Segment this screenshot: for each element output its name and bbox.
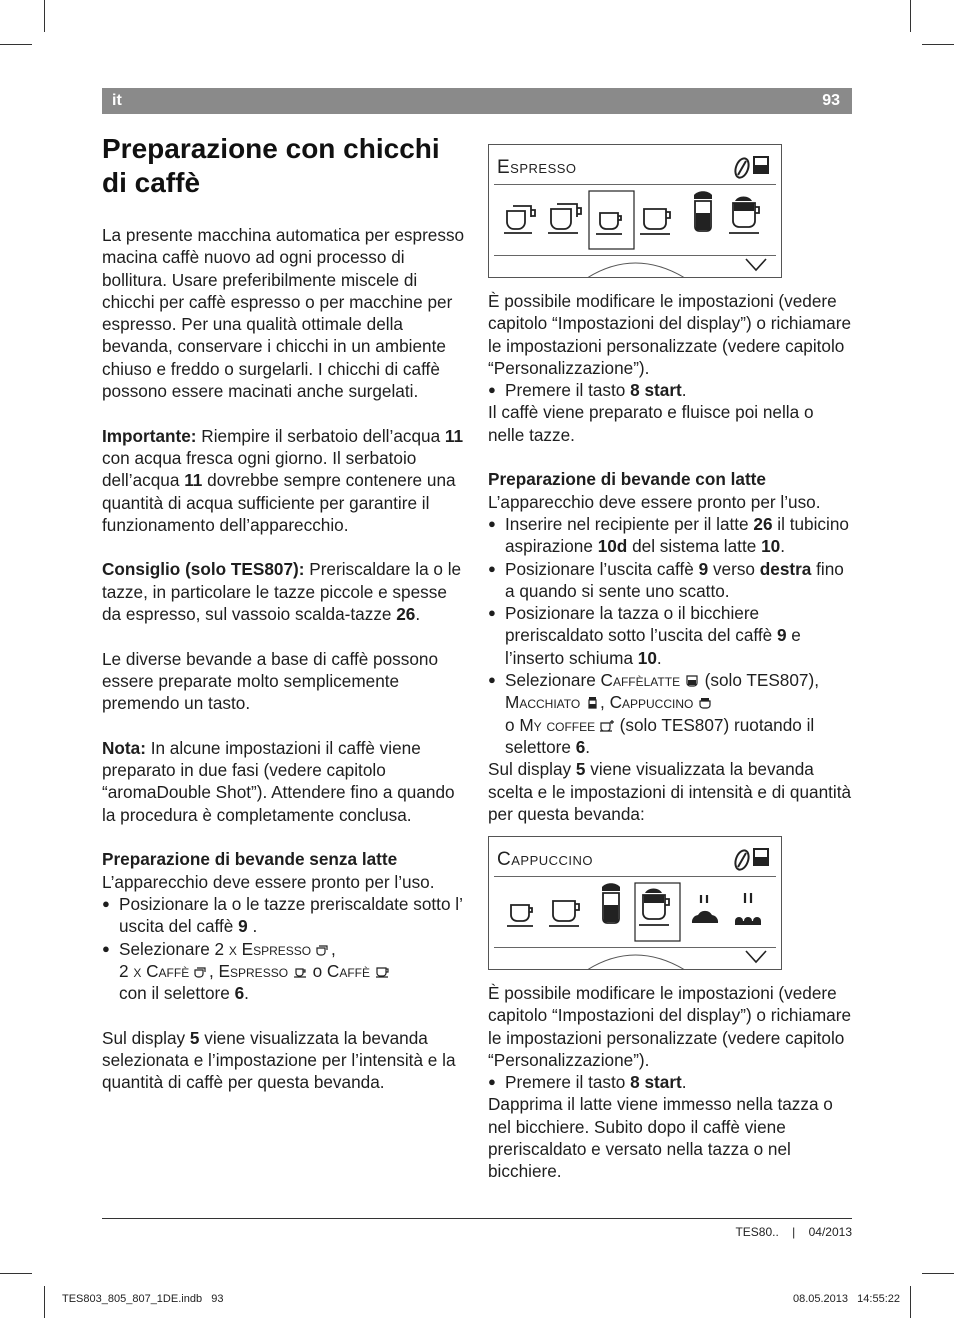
cappuccino-cup-icon — [729, 197, 759, 234]
espresso-cup-icon — [507, 905, 533, 926]
crop-mark — [0, 44, 32, 45]
press-start-list — [488, 1071, 853, 1093]
list-item: ● Inserire nel recipiente per il latte 26 il tubicino aspirazione 10d del sistema latte 10. — [488, 513, 853, 558]
footer-separator: | — [792, 1225, 796, 1239]
macchiato-glass-icon — [694, 191, 712, 231]
beverage-icons-row — [489, 881, 781, 943]
tip-label: Consiglio (solo TES807): — [102, 559, 305, 580]
cappuccino-icon — [698, 697, 713, 709]
important-paragraph: Importante: Riempire il serbatoio dell’acqua 11 con acqua fresca ogni giorno. Il serbatoio dell’acqua 11 dovrebbe sempre contenere una quantità di acqua sufficiente per garantire il funzionamento dell’apparecchio. — [102, 425, 464, 535]
cappuccino-cup-icon — [639, 889, 669, 926]
display-title: Espresso — [497, 157, 577, 178]
my-coffee-icon — [600, 720, 615, 732]
footer-model: TES80.. — [735, 1225, 779, 1239]
footer-date: 04/2013 — [808, 1225, 852, 1239]
right-column-bottom — [488, 982, 853, 1183]
modify-settings-paragraph: È possibile modificare le impostazioni (vedere capitolo “Impostazioni del display”) o richiamare le impostazioni personalizzate (vedere capitolo “Personalizzazione”). — [488, 983, 852, 1070]
tip-paragraph: Consiglio (solo TES807): Preriscaldare la o le tazze, in particolare le tazze piccole e spesse da espresso, sul vassoio scalda-tazze 26. — [102, 559, 462, 625]
imprint-datetime: 08.05.2013 14:55:22 — [792, 1293, 900, 1305]
display-cappuccino — [488, 836, 782, 970]
double-cup-icon — [316, 944, 331, 956]
macchiato-glass-icon — [602, 883, 620, 923]
double-coffee-icon — [548, 204, 581, 233]
note-label: Nota: — [102, 737, 146, 758]
footer-divider — [102, 1218, 852, 1219]
section-heading-milk: Preparazione di bevande con latte — [488, 469, 766, 490]
mild-aroma-icon — [735, 893, 761, 925]
double-espresso-icon — [504, 206, 535, 233]
crop-mark — [0, 1273, 32, 1274]
modify-settings-paragraph: È possibile modificare le impostazioni (vedere capitolo “Impostazioni del display”) o richiamare le impostazioni personalizzate (vedere capitolo “Personalizzazione”). — [488, 291, 852, 378]
display-divider — [494, 184, 776, 185]
page-number: 93 — [822, 92, 840, 109]
coffee-cup-icon — [640, 209, 670, 234]
crop-mark — [910, 1286, 911, 1318]
beverage-icons-row — [489, 189, 781, 251]
crop-mark — [922, 44, 954, 45]
espresso-cup-icon — [596, 213, 622, 234]
coffee-cup-icon — [549, 901, 579, 926]
double-cup-icon — [194, 966, 209, 978]
note-paragraph: Nota: In alcune impostazioni il caffè viene preparato in due fasi (vedere capitolo “aromaDouble Shot”). Attendere fino a quando la procedura è completamente conclusa. — [102, 737, 455, 825]
crop-mark — [44, 1286, 45, 1318]
right-column-top — [488, 290, 853, 825]
list-item: ● Selezionare Caffèlatte (solo TES807), Macchiato , Cappuccino o My coffee (solo TES807) ruotando il selettore 6. — [488, 669, 853, 758]
intro-paragraph: La presente macchina automatica per espresso macina caffè nuovo ad ogni processo di bollitura. Usare preferibilmente miscele di chicchi per caffè espresso o per macchine per espresso. Per una qualità ottimale della bevanda, conservare i chicchi in un ambiente chiuso e freddo o surgelarli. I chicchi di caffè possono essere macinati anche surgelati. — [102, 225, 465, 402]
list-item: ● Premere il tasto 8 start. — [488, 1071, 853, 1093]
list-item: ● Premere il tasto 8 start. — [488, 379, 853, 401]
list-item: ● Posizionare l’uscita caffè 9 verso destra fino a quando si sente uno scatto. — [488, 558, 853, 603]
display-divider — [494, 876, 776, 877]
chevron-down-icon — [745, 258, 767, 272]
display-info-paragraph: Sul display 5 viene visualizzata la bevanda selezionata e l’impostazione per l’intensità e la quantità di caffè per questa bevanda. — [102, 1027, 456, 1093]
left-column — [102, 224, 467, 1116]
espresso-cup-icon — [293, 966, 308, 978]
strength-quantity-icon — [733, 153, 773, 181]
caffelatte-icon — [685, 675, 700, 687]
crop-mark — [910, 0, 911, 32]
section-heading-no-milk: Preparazione di bevande senza latte — [102, 849, 398, 870]
display-espresso — [488, 144, 782, 278]
crop-mark — [44, 0, 45, 32]
list-item: ● Posizionare la tazza o il bicchiere preriscaldato sotto l’uscita del caffè 9 e l’inserto schiuma 10. — [488, 602, 853, 669]
strong-aroma-icon — [692, 895, 718, 923]
imprint-file: TES803_805_807_1DE.indb 93 — [62, 1293, 224, 1305]
list-item: ● Posizionare la o le tazze preriscaldate sotto l’ uscita del caffè 9 . — [102, 893, 467, 938]
steps-no-milk — [102, 893, 467, 1004]
steps-milk — [488, 513, 853, 758]
language-code: it — [112, 92, 122, 109]
display-selector-arc — [489, 948, 781, 970]
page-title: Preparazione con chicchi di caffè — [102, 133, 440, 198]
crop-mark — [922, 1273, 954, 1274]
flows-paragraph: Il caffè viene preparato e fluisce poi nella o nelle tazze. — [488, 402, 814, 445]
list-item: ● Selezionare 2 x Espresso , 2 x Caffè , Espresso o Caffè con il selettore 6. — [102, 938, 467, 1005]
chevron-down-icon — [745, 950, 767, 964]
variety-paragraph: Le diverse bevande a base di caffè possono essere preparate molto semplicemente premendo un tasto. — [102, 648, 439, 714]
selection-frame — [589, 191, 634, 249]
final-paragraph: Dapprima il latte viene immesso nella tazza o nel bicchiere. Subito dopo il caffè viene preriscaldato e versato nella tazza o nel bicchiere. — [488, 1094, 833, 1182]
page-header-bar — [102, 88, 852, 114]
ready-text: L’apparecchio deve essere pronto per l’uso. — [488, 491, 821, 512]
coffee-cup-icon — [375, 966, 390, 978]
important-label: Importante: — [102, 425, 197, 446]
ready-text: L’apparecchio deve essere pronto per l’uso. — [102, 871, 435, 892]
shown-paragraph: Sul display 5 viene visualizzata la bevanda scelta e le impostazioni di intensità e di quantità per questa bevanda: — [488, 759, 852, 824]
press-start-list — [488, 379, 853, 401]
footer — [735, 1225, 852, 1239]
display-selector-arc — [489, 256, 781, 278]
macchiato-icon — [585, 697, 600, 709]
display-title: Cappuccino — [497, 849, 594, 870]
strength-quantity-icon — [733, 845, 773, 873]
